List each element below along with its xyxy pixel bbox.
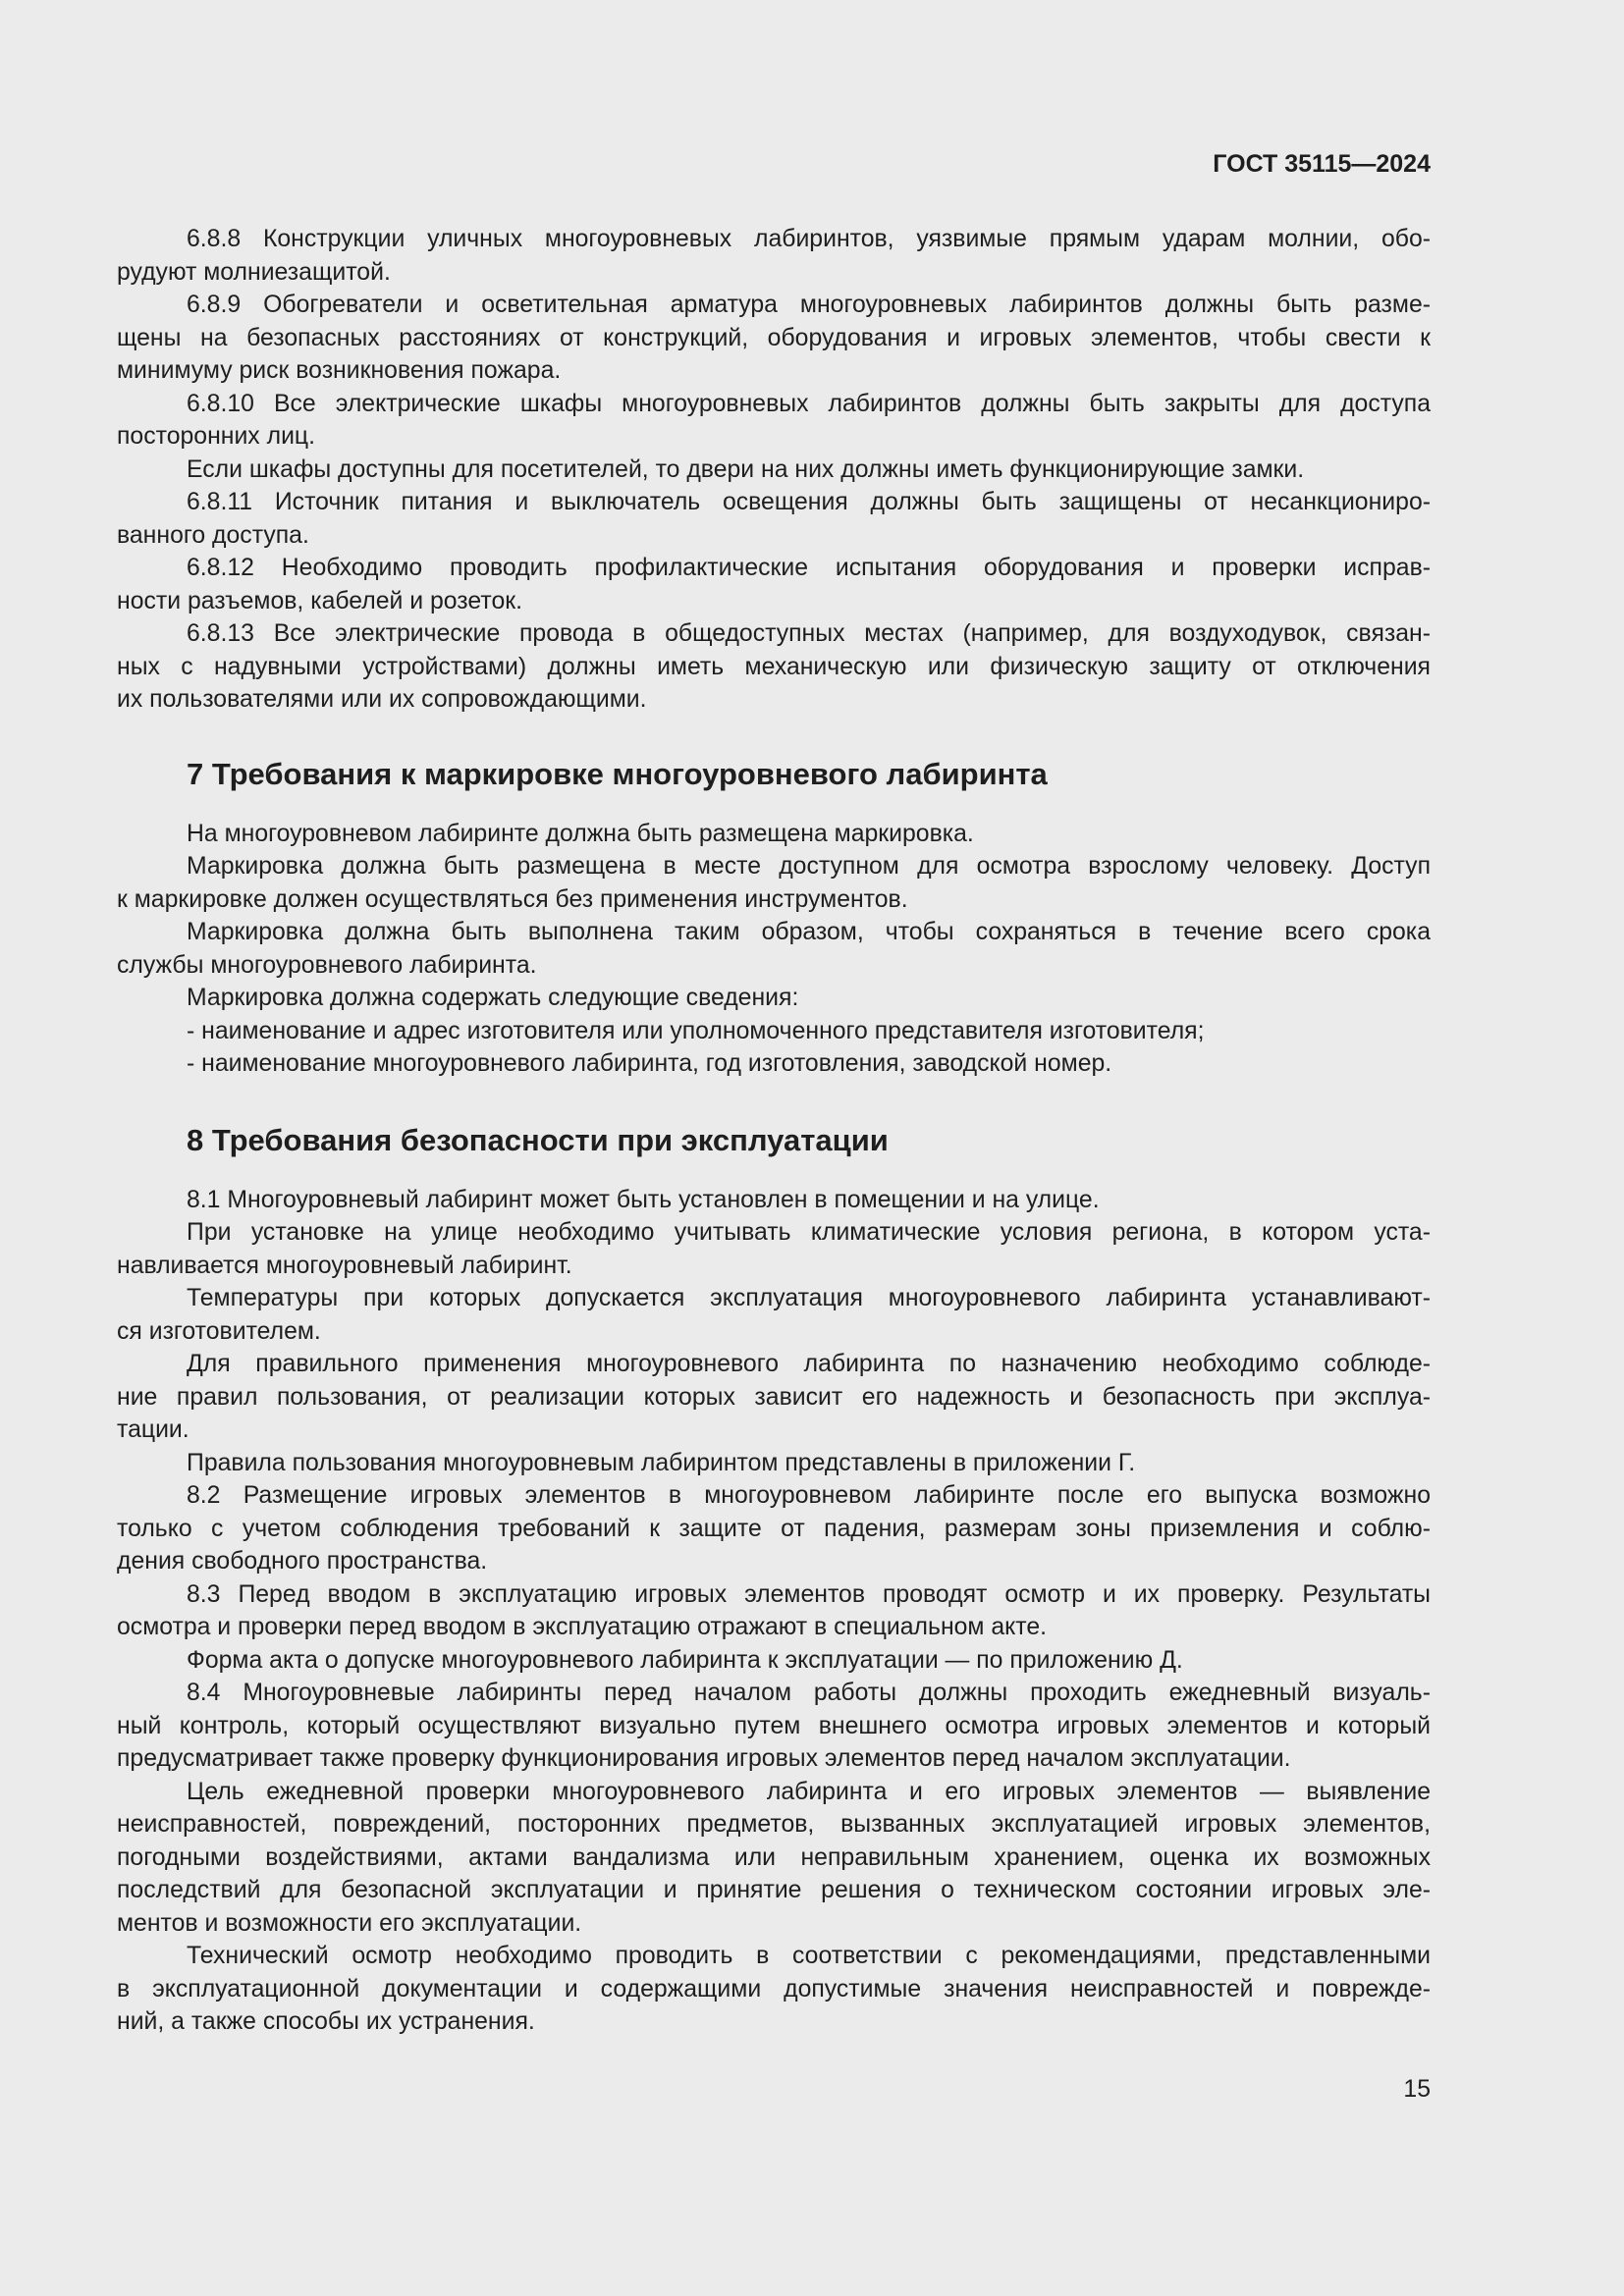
paragraph-6-8-8 [117, 223, 1431, 289]
section-7-para-3 [117, 916, 1431, 982]
text-line: Форма акта о допуске многоуровневого лабиринта к эксплуатации — по приложению Д. [187, 1646, 1183, 1674]
list-item: - наименование и адрес изготовителя или уполномоченного представителя изготовителя; [187, 1017, 1205, 1044]
paragraph-8-1-c [117, 1282, 1431, 1348]
paragraph-6-8-12 [117, 552, 1431, 617]
paragraph-6-8-11 [117, 486, 1431, 552]
paragraph-6-8-10 [117, 388, 1431, 454]
text-line: ний, а также способы их устранения. [117, 2008, 535, 2035]
text-line: Маркировка должна быть размещена в месте доступном для осмотра взрослому человеку. Доступ [187, 853, 1431, 880]
paragraph-6-8-10-cont [117, 454, 1431, 487]
section-7-heading: 7 Требования к маркировке многоуровневого лабиринта [187, 756, 1048, 791]
document-body [117, 223, 1431, 2039]
text-line: 6.8.10 Все электрические шкафы многоуровневых лабиринтов должны быть закрыты для доступа [187, 390, 1431, 417]
section-7-para-1 [117, 818, 1431, 851]
text-line: дения свободного пространства. [117, 1548, 488, 1575]
text-line: минимуму риск возникновения пожара. [117, 357, 562, 384]
text-line: 6.8.13 Все электрические провода в общедоступных местах (например, для воздуходувок, связан- [187, 620, 1431, 647]
text-line: последствий для безопасной эксплуатации и принятие решения о техническом состоянии игровых эле- [117, 1877, 1431, 1903]
text-line: рудуют молниезащитой. [117, 258, 391, 286]
page-number: 15 [1403, 2076, 1431, 2103]
paragraph-8-2 [117, 1479, 1431, 1578]
text-line: 6.8.11 Источник питания и выключатель освещения должны быть защищены от несанкциониро- [187, 489, 1431, 515]
text-line: только с учетом соблюдения требований к защите от падения, размерам зоны приземления и соблю- [117, 1515, 1431, 1542]
text-line: их пользователями или их сопровождающими. [117, 686, 647, 713]
paragraph-8-3 [117, 1578, 1431, 1644]
paragraph-8-4 [117, 1677, 1431, 1776]
section-7-para-2 [117, 850, 1431, 916]
text-line: Для правильного применения многоуровневого лабиринта по назначению необходимо соблюде- [187, 1351, 1431, 1377]
paragraph-6-8-13 [117, 617, 1431, 717]
text-line: Маркировка должна быть выполнена таким образом, чтобы сохраняться в течение всего срока [187, 919, 1431, 945]
list-item: - наименование многоуровневого лабиринта, год изготовления, заводской номер. [187, 1050, 1112, 1077]
paragraph-8-1 [117, 1184, 1431, 1217]
text-line: 8.2 Размещение игровых элементов в многоуровневом лабиринте после его выпуска возможно [187, 1482, 1431, 1509]
standard-code: ГОСТ 35115—2024 [1213, 150, 1431, 178]
text-line: 6.8.9 Обогреватели и осветительная арматура многоуровневых лабиринтов должны быть разме- [187, 292, 1431, 318]
section-8-heading: 8 Требования безопасности при эксплуатации [187, 1122, 889, 1157]
text-line: неисправностей, повреждений, посторонних предметов, вызванных эксплуатацией игровых элементов, [117, 1811, 1431, 1838]
text-line: ный контроль, который осуществляют визуально путем внешнего осмотра игровых элементов и который [117, 1712, 1431, 1739]
text-line: к маркировке должен осуществляться без применения инструментов. [117, 885, 908, 913]
paragraph-8-1-e [117, 1447, 1431, 1480]
text-line: Если шкафы доступны для посетителей, то двери на них должны иметь функционирующие замки. [187, 455, 1305, 483]
text-line: Правила пользования многоуровневым лабиринтом представлены в приложении Г. [187, 1449, 1136, 1476]
paragraph-8-3-b [117, 1644, 1431, 1678]
section-7-para-4 [117, 982, 1431, 1015]
text-line: На многоуровневом лабиринте должна быть размещена маркировка. [187, 820, 974, 847]
text-line: Маркировка должна содержать следующие сведения: [187, 985, 799, 1011]
text-line: ментов и возможности его эксплуатации. [117, 1909, 582, 1937]
text-line: Цель ежедневной проверки многоуровневого лабиринта и его игровых элементов — выявление [187, 1778, 1431, 1805]
paragraph-8-4-c [117, 1940, 1431, 2039]
text-line: 6.8.8 Конструкции уличных многоуровневых лабиринтов, уязвимые прямым ударам молнии, обо- [187, 226, 1431, 252]
text-line: службы многоуровневого лабиринта. [117, 951, 537, 979]
text-line: 8.1 Многоуровневый лабиринт может быть установлен в помещении и на улице. [187, 1186, 1100, 1213]
text-line: ности разъемов, кабелей и розеток. [117, 587, 522, 614]
text-line: 8.4 Многоуровневые лабиринты перед началом работы должны проходить ежедневный визуаль- [187, 1680, 1431, 1706]
text-line: навливается многоуровневый лабиринт. [117, 1252, 572, 1279]
text-line: осмотра и проверки перед вводом в эксплуатацию отражают в специальном акте. [117, 1614, 1048, 1640]
text-line: Температуры при которых допускается эксплуатация многоуровневого лабиринта устанавливают- [187, 1285, 1431, 1311]
paragraph-8-4-b [117, 1776, 1431, 1941]
text-line: ванного доступа. [117, 521, 309, 549]
text-line: предусматривает также проверку функционирования игровых элементов перед началом эксплуатации. [117, 1745, 1291, 1772]
text-line: ние правил пользования, от реализации которых зависит его надежность и безопасность при эксплуа- [117, 1383, 1431, 1411]
paragraph-6-8-9 [117, 289, 1431, 388]
text-line: 6.8.12 Необходимо проводить профилактические испытания оборудования и проверки исправ- [187, 555, 1431, 581]
paragraph-8-1-d [117, 1348, 1431, 1447]
text-line: щены на безопасных расстояниях от конструкций, оборудования и игровых элементов, чтобы свести к [117, 324, 1431, 351]
text-line: При установке на улице необходимо учитывать климатические условия региона, в котором уста- [187, 1219, 1431, 1246]
text-line: в эксплуатационной документации и содержащими допустимые значения неисправностей и поврежде- [117, 1975, 1431, 2002]
paragraph-8-1-b [117, 1216, 1431, 1282]
text-line: тации. [117, 1416, 189, 1443]
text-line: погодными воздействиями, актами вандализма или неправильным хранением, оценка их возможных [117, 1843, 1431, 1871]
text-line: Технический осмотр необходимо проводить в соответствии с рекомендациями, представленными [187, 1943, 1431, 1969]
text-line: ных с надувными устройствами) должны иметь механическую или физическую защиту от отключения [117, 653, 1431, 680]
text-line: посторонних лиц. [117, 423, 316, 450]
text-line: 8.3 Перед вводом в эксплуатацию игровых элементов проводят осмотр и их проверку. Результаты [187, 1580, 1431, 1608]
text-line: ся изготовителем. [117, 1317, 321, 1345]
